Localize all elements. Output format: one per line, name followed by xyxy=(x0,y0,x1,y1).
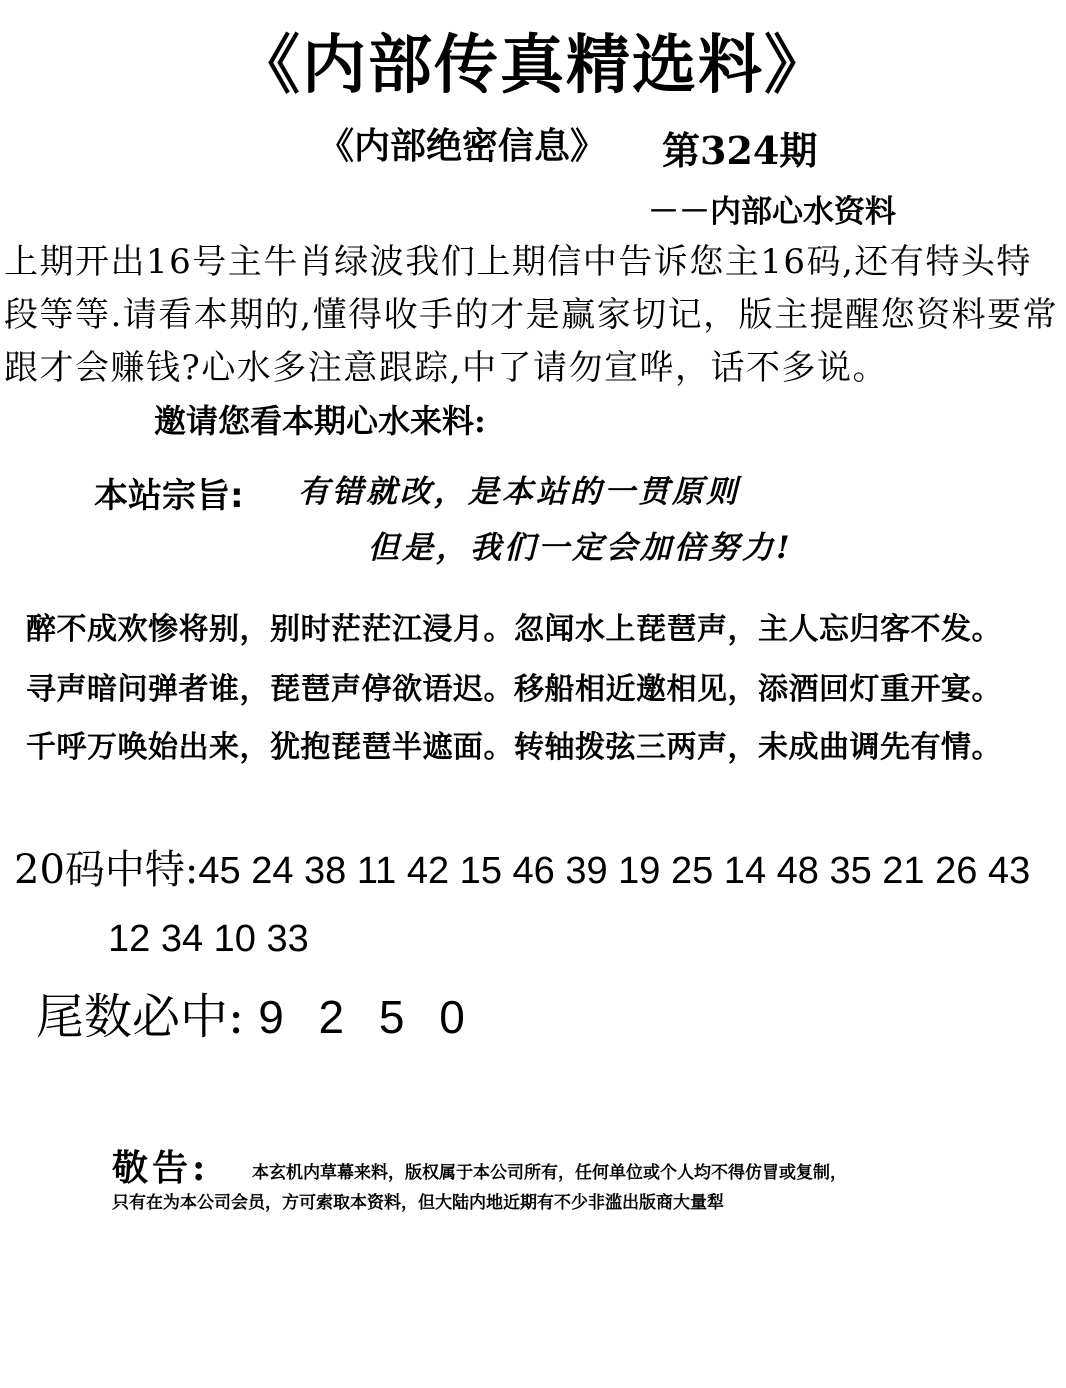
invite-text: 邀请您看本期心水来料: xyxy=(154,402,486,440)
poem-line-2: 寻声暗问弹者谁，琵琶声停欲语迟。移船相近邀相见，添酒回灯重开宴。 xyxy=(26,672,1002,707)
main-title: 《内部传真精选料》 xyxy=(236,28,830,103)
tail-row xyxy=(36,978,465,1047)
codes-line-1: 45 24 38 11 42 15 46 39 19 25 14 48 35 21 26 43 xyxy=(198,850,1031,892)
codes-row xyxy=(14,838,1030,895)
codes-line-2: 12 34 10 33 xyxy=(108,918,309,960)
motto-line-2: 但是，我们一定会加倍努力! xyxy=(368,530,793,566)
notice-label: 敬告: xyxy=(112,1147,210,1189)
intro-paragraph xyxy=(4,236,1066,448)
motto-label: 本站宗旨: xyxy=(94,476,244,516)
tail-label: 尾数必中: xyxy=(36,989,245,1045)
intro-text: 上期开出16号主牛肖绿波我们上期信中告诉您主16码,还有特头特段等等.请看本期的,懂得收手的才是赢家切记，版主提醒您资料要常跟才会赚钱?心水多注意跟踪,中了请勿宣哗，话不多说。 xyxy=(4,242,1059,388)
source-label: －－内部心水资料 xyxy=(648,194,896,230)
notice-line-1: 本玄机内草幕来料，版权属于本公司所有，任何单位或个人均不得仿冒或复制， xyxy=(252,1163,847,1183)
poem-line-3: 千呼万唤始出来，犹抱琵琶半遮面。转轴拨弦三两声，未成曲调先有情。 xyxy=(26,730,1002,765)
motto-line-1: 有错就改，是本站的一贯原则 xyxy=(298,474,740,510)
issue-number: 第324期 xyxy=(662,128,818,173)
codes-label: 20码中特: xyxy=(14,847,199,893)
notice-line-2: 只有在为本公司会员，方可索取本资料，但大陆内地近期有不少非滥出版商大量犁 xyxy=(112,1193,724,1213)
tail-digits: 9 2 5 0 xyxy=(258,991,465,1043)
subtitle: 《内部绝密信息》 xyxy=(318,125,607,167)
poem-line-1: 醉不成欢惨将别，别时茫茫江浸月。忽闻水上琵琶声，主人忘归客不发。 xyxy=(26,612,1002,647)
